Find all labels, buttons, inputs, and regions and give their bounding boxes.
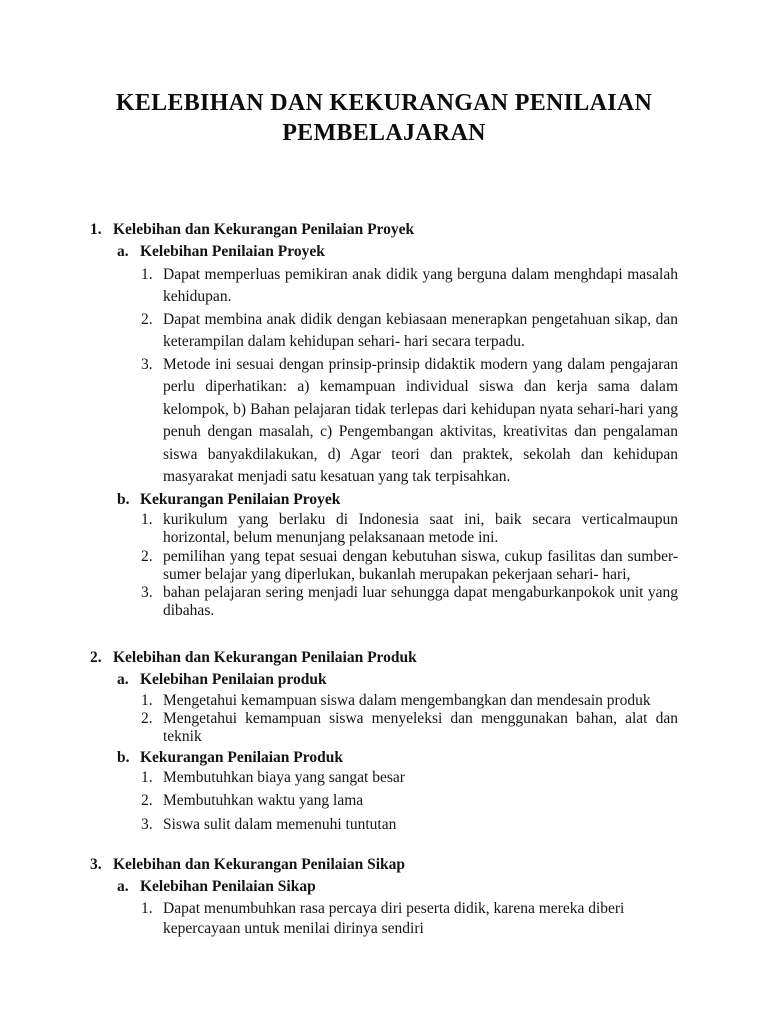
item-list [141,769,678,834]
subsection-heading [117,876,678,898]
list-item-number: 2. [141,709,153,727]
section-heading [90,854,678,876]
list-item-text: Membutuhkan waktu yang lama [163,792,364,810]
list-item-text: Dapat memperluas pemikiran anak didik yang berguna dalam menghdapi masalah kehidupan. [163,265,678,306]
subsection-heading [117,489,678,511]
list-item [141,548,678,585]
list-item-text: Siswa sulit dalam memenuhi tuntutan [163,815,397,833]
section [90,219,678,621]
subsection-title: Kelebihan Penilaian Proyek [140,243,325,261]
subsection [117,489,678,621]
list-item-text: Metode ini sesuai dengan prinsip-prinsip didaktik modern yang dalam pengajaran perlu diperhatikan: a) kemampuan individual siswa dan kerja sama dalam kelompok, b) Bahan pelajaran tidak terlepas dari kehidupan nyata sehari-hari yang penuh dengan masalah, c) Pengembangan aktivitas, kreativitas dan pengalaman siswa banyakdilakukan, d) Agar teori dan praktek, sekolah dan kehidupan masyarakat menjadi satu kesatuan yang tak terpisahkan. [163,355,678,486]
subsection-heading [117,669,678,691]
section-heading [90,647,678,669]
list-item-text: Membutuhkan biaya yang sangat besar [163,768,405,786]
section-number: 2. [90,648,102,666]
section-title: Kelebihan dan Kekurangan Penilaian Sikap [113,855,406,873]
section [90,647,678,834]
list-item-text: kurikulum yang berlaku di Indonesia saat ini, baik secara verticalmaupun horizontal, belum menunjang pelaksanaan metode ini. [163,511,678,547]
list-item-number: 2. [141,792,153,810]
subsection-letter: b. [117,748,130,766]
subsection [117,669,678,746]
list-item-number: 1. [141,768,153,786]
list-item [141,309,678,354]
list-item [141,264,678,309]
list-item-text: Mengetahui kemampuan siswa menyeleksi dan menggunakan bahan, alat dan teknik [163,709,678,746]
list-item-number: 1. [141,691,153,709]
list-item-text: Dapat membina anak didik dengan kebiasaan menerapkan pengetahuan sikap, dan keterampilan dalam kehidupan sehari- hari secara terpadu. [163,310,678,351]
subsection-letter: a. [117,671,129,689]
subsection [117,241,678,488]
subsection-letter: a. [117,243,129,261]
subsection-heading [117,747,678,769]
subsection-heading [117,241,678,263]
list-item-number: 2. [141,310,153,328]
section-title: Kelebihan dan Kekurangan Penilaian Proyek [113,220,415,238]
list-item-text: pemilihan yang tepat sesuai dengan kebutuhan siswa, cukup fasilitas dan sumber-sumer belajar yang diperlukan, bukanlah merupakan pekerjaan sehari- hari, [163,547,678,583]
item-list [141,899,678,939]
subsection-letter: a. [117,878,129,896]
list-item [141,769,678,787]
subsection-title: Kekurangan Penilaian Produk [140,748,343,766]
subsection-title: Kelebihan Penilaian Sikap [140,878,316,896]
list-item [141,511,678,548]
list-item [141,816,678,834]
subsection-letter: b. [117,490,130,508]
item-list [141,511,678,621]
list-item [141,899,678,939]
sections-container [90,219,678,939]
list-item-number: 1. [141,899,153,917]
list-item [141,354,678,489]
list-item-text: Mengetahui kemampuan siswa dalam mengembangkan dan mendesain produk [163,691,651,709]
section [90,854,678,939]
item-list [141,264,678,489]
list-item-number: 3. [141,355,153,373]
list-item-text: Dapat menumbuhkan rasa percaya diri peserta didik, karena mereka diberi kepercayaan untuk menilai dirinya sendiri [163,899,625,937]
list-item-number: 3. [141,815,153,833]
section-heading [90,219,678,241]
list-item-number: 1. [141,265,153,283]
list-item-number: 1. [141,511,153,529]
list-item [141,792,678,810]
item-list [141,692,678,747]
subsection [117,747,678,834]
list-item-number: 3. [141,584,153,602]
list-item [141,710,678,747]
document-title-line-1: KELEBIHAN DAN KEKURANGAN PENILAIAN [115,90,653,116]
subsection-title: Kekurangan Penilaian Proyek [140,490,341,508]
document-title [90,88,678,149]
document-title-line-2: PEMBELAJARAN [282,120,486,147]
list-item-text: bahan pelajaran sering menjadi luar sehungga dapat mengaburkanpokok unit yang dibahas. [163,584,678,620]
list-item-number: 2. [141,547,153,565]
subsection-title: Kelebihan Penilaian produk [140,671,327,689]
section-number: 1. [90,220,102,238]
list-item [141,584,678,621]
section-number: 3. [90,855,102,873]
subsection [117,876,678,939]
section-title: Kelebihan dan Kekurangan Penilaian Produk [113,648,417,666]
list-item [141,692,678,710]
